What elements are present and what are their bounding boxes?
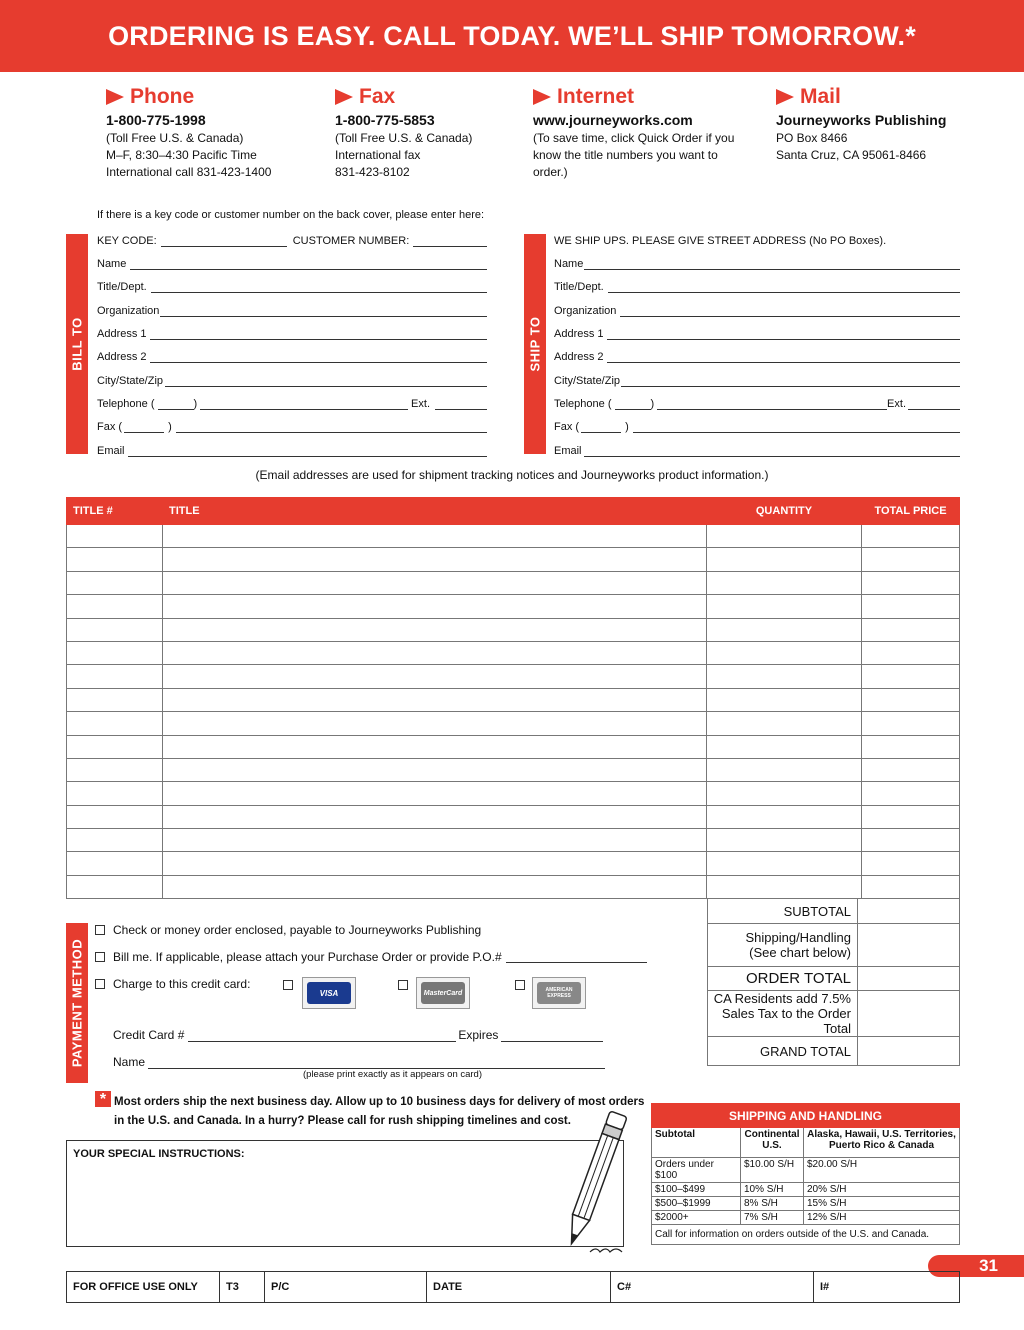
shipping-handling-table	[651, 1103, 960, 1245]
rate-continental: $10.00 S/H	[741, 1158, 804, 1183]
quantity-cell[interactable]	[707, 525, 862, 548]
total-price-cell[interactable]	[862, 852, 960, 875]
check-checkbox[interactable]	[95, 925, 105, 935]
title-number-cell[interactable]	[67, 525, 163, 548]
bill-fax-row: Fax ( )	[97, 417, 487, 433]
bill-address2-label: Address 2	[97, 351, 147, 363]
title-cell[interactable]	[163, 829, 707, 852]
bill-address2-input[interactable]	[150, 351, 487, 363]
ship-city-label: City/State/Zip	[554, 375, 621, 387]
card-name-note: (please print exactly as it appears on card)	[303, 1069, 483, 1080]
ship-phone-input[interactable]	[657, 398, 887, 410]
bill-address2-row	[97, 347, 487, 363]
quantity-cell[interactable]	[707, 805, 862, 828]
bill-phone-input[interactable]	[200, 398, 408, 410]
table-row	[67, 712, 960, 735]
po-number-input[interactable]	[506, 951, 647, 963]
shipping-note-line-2: in the U.S. and Canada. In a hurry? Please call for rush shipping timelines and cost.	[114, 1115, 571, 1127]
total-price-cell[interactable]	[862, 665, 960, 688]
contact-line: (Toll Free U.S. & Canada)	[335, 131, 473, 145]
contact-line: International fax	[335, 148, 421, 162]
quantity-cell[interactable]	[707, 618, 862, 641]
shipping-footer: Call for information on orders outside of the U.S. and Canada.	[652, 1225, 960, 1245]
quantity-cell[interactable]	[707, 735, 862, 758]
quantity-cell[interactable]	[707, 829, 862, 852]
expires-label: Expires	[458, 1028, 499, 1042]
rate-subtotal: $100–$499	[652, 1183, 741, 1197]
ship-address2-input[interactable]	[607, 351, 960, 363]
tax-label-2: Sales Tax to the Order Total	[721, 1006, 851, 1036]
title-cell[interactable]	[163, 618, 707, 641]
ship-name-input[interactable]	[584, 258, 960, 270]
quantity-cell[interactable]	[707, 782, 862, 805]
bill-address1-input[interactable]	[150, 328, 487, 340]
total-price-cell[interactable]	[862, 548, 960, 571]
title-number-cell[interactable]	[67, 641, 163, 664]
charge-option	[95, 977, 250, 991]
bill-org-row	[97, 301, 487, 317]
quantity-cell[interactable]	[707, 758, 862, 781]
phone-number[interactable]: 1-800-775-1998	[106, 112, 206, 128]
contact-line: (To save time, click Quick Order if you	[533, 131, 735, 145]
table-row	[67, 641, 960, 664]
total-price-cell[interactable]	[862, 712, 960, 735]
bill-fax-input[interactable]	[176, 421, 487, 433]
quantity-cell[interactable]	[707, 571, 862, 594]
ship-phone-row: Telephone ( ) Ext.	[554, 394, 960, 410]
rate-other: $20.00 S/H	[804, 1158, 960, 1183]
arrow-icon	[776, 89, 794, 105]
ship-address2-row	[554, 347, 960, 363]
keycode-note: If there is a key code or customer number on the back cover, please enter here:	[97, 209, 485, 221]
bill-me-option	[95, 950, 647, 964]
contact-line: know the title numbers you want to	[533, 148, 718, 162]
order-table	[66, 497, 960, 899]
bill-email-row	[97, 441, 487, 457]
title-number-cell[interactable]	[67, 782, 163, 805]
contact-head: Internet	[557, 85, 635, 108]
asterisk-icon: *	[95, 1091, 111, 1107]
header-total-price: TOTAL PRICE	[862, 498, 960, 525]
bill-city-input[interactable]	[165, 375, 487, 387]
table-row	[67, 758, 960, 781]
amex-logo: AMERICAN EXPRESS	[537, 982, 581, 1004]
title-cell[interactable]	[163, 525, 707, 548]
credit-card-row	[113, 1026, 603, 1042]
shipping-rate-row	[652, 1158, 960, 1183]
payment-method-tab	[66, 923, 88, 1083]
table-row	[67, 595, 960, 618]
title-cell[interactable]	[163, 875, 707, 898]
title-cell[interactable]	[163, 688, 707, 711]
bill-email-input[interactable]	[128, 445, 487, 457]
bill-to-tab	[66, 234, 88, 454]
total-price-cell[interactable]	[862, 688, 960, 711]
visa-card	[302, 977, 356, 1009]
bill-fax-area-input[interactable]	[124, 421, 164, 433]
total-price-cell[interactable]	[862, 571, 960, 594]
tax-input[interactable]	[858, 991, 960, 1037]
shipping-input[interactable]	[858, 924, 960, 967]
visa-logo: VISA	[307, 982, 351, 1004]
tax-label	[708, 991, 858, 1037]
bill-me-checkbox[interactable]	[95, 952, 105, 962]
contact-line: M–F, 8:30–4:30 Pacific Time	[106, 148, 257, 162]
bill-city-row	[97, 371, 487, 387]
title-number-cell[interactable]	[67, 595, 163, 618]
contact-head: Fax	[359, 85, 396, 108]
office-date: DATE	[427, 1272, 611, 1302]
ship-org-row	[554, 301, 960, 317]
total-price-cell[interactable]	[862, 829, 960, 852]
card-name-row	[113, 1053, 605, 1069]
contact-internet	[533, 84, 763, 181]
expires-input[interactable]	[501, 1030, 603, 1042]
title-cell[interactable]	[163, 852, 707, 875]
visa-checkbox[interactable]	[283, 980, 293, 990]
website-link[interactable]: www.journeyworks.com	[533, 112, 693, 128]
table-row	[67, 571, 960, 594]
title-cell[interactable]	[163, 758, 707, 781]
table-row	[67, 735, 960, 758]
order-total-input[interactable]	[858, 967, 960, 991]
office-i: I#	[820, 1281, 830, 1293]
ship-city-input[interactable]	[621, 375, 960, 387]
ship-email-row	[554, 441, 960, 457]
total-price-cell[interactable]	[862, 525, 960, 548]
check-option	[95, 923, 481, 937]
bill-name-row	[97, 254, 487, 270]
shipping-note-line-1: Most orders ship the next business day. Allow up to 10 business days for delivery of most orders	[114, 1096, 645, 1108]
title-cell[interactable]	[163, 712, 707, 735]
special-instructions-box[interactable]	[66, 1140, 624, 1247]
title-number-cell[interactable]	[67, 829, 163, 852]
title-cell[interactable]	[163, 782, 707, 805]
ship-ext-input[interactable]	[908, 398, 960, 410]
total-price-cell[interactable]	[862, 758, 960, 781]
quantity-cell[interactable]	[707, 688, 862, 711]
ship-ext-label: Ext.	[887, 398, 906, 410]
col-other: Alaska, Hawaii, U.S. Territories, Puerto Rico & Canada	[804, 1128, 960, 1158]
quantity-cell[interactable]	[707, 875, 862, 898]
mail-company: Journeyworks Publishing	[776, 112, 947, 128]
arrow-icon	[106, 89, 124, 105]
ship-address1-row	[554, 324, 960, 340]
table-row	[67, 805, 960, 828]
total-price-cell[interactable]	[862, 805, 960, 828]
ship-phone-label: Telephone (	[554, 398, 612, 410]
ship-fax-area-input[interactable]	[581, 421, 621, 433]
special-instructions-label: YOUR SPECIAL INSTRUCTIONS:	[73, 1148, 245, 1160]
ship-title-label: Title/Dept.	[554, 281, 604, 293]
total-price-cell[interactable]	[862, 641, 960, 664]
table-row	[67, 688, 960, 711]
office-t3: T3	[220, 1272, 265, 1302]
header-title-number: TITLE #	[67, 498, 163, 525]
bill-ext-input[interactable]	[435, 398, 487, 410]
key-code-row	[97, 231, 487, 247]
contact-line: Santa Cruz, CA 95061-8466	[776, 148, 927, 162]
totals-table	[707, 898, 960, 1066]
contact-line: PO Box 8466	[776, 131, 848, 145]
bill-title-row	[97, 277, 487, 293]
title-cell[interactable]	[163, 735, 707, 758]
payment-method-label: PAYMENT METHOD	[69, 938, 85, 1068]
contact-line: (Toll Free U.S. & Canada)	[106, 131, 244, 145]
quantity-cell[interactable]	[707, 712, 862, 735]
title-cell[interactable]	[163, 641, 707, 664]
mastercard-checkbox[interactable]	[398, 980, 408, 990]
ship-note	[554, 231, 960, 247]
customer-number-label: CUSTOMER NUMBER:	[292, 235, 410, 247]
bill-name-label: Name	[97, 258, 127, 270]
table-row	[67, 525, 960, 548]
bill-area-code-input[interactable]	[158, 398, 194, 410]
title-number-cell[interactable]	[67, 712, 163, 735]
subtotal-input[interactable]	[858, 899, 960, 924]
shipping-handling-title: SHIPPING AND HANDLING	[652, 1104, 960, 1128]
fax-number: 1-800-775-5853	[335, 112, 435, 128]
total-price-cell[interactable]	[862, 735, 960, 758]
table-row	[67, 875, 960, 898]
ship-address1-label: Address 1	[554, 328, 604, 340]
order-total-label: ORDER TOTAL	[708, 967, 858, 991]
total-price-cell[interactable]	[862, 782, 960, 805]
rate-other: 20% S/H	[804, 1183, 960, 1197]
tax-label-1: CA Residents add 7.5%	[713, 991, 851, 1006]
office-pc: P/C	[265, 1272, 427, 1302]
title-cell[interactable]	[163, 595, 707, 618]
bill-city-label: City/State/Zip	[97, 375, 164, 387]
ship-org-label: Organization	[554, 305, 617, 317]
ship-note-text: WE SHIP UPS. PLEASE GIVE STREET ADDRESS (No PO Boxes).	[554, 235, 887, 247]
title-number-cell[interactable]	[67, 805, 163, 828]
bill-org-label: Organization	[97, 305, 160, 317]
office-c: C#	[611, 1272, 814, 1302]
title-cell[interactable]	[163, 548, 707, 571]
table-row	[67, 548, 960, 571]
total-price-cell[interactable]	[862, 618, 960, 641]
title-number-cell[interactable]	[67, 875, 163, 898]
table-row	[67, 782, 960, 805]
table-row	[67, 852, 960, 875]
rate-subtotal: $500–$1999	[652, 1197, 741, 1211]
check-label: Check or money order enclosed, payable to Journeyworks Publishing	[113, 923, 482, 937]
amex-checkbox[interactable]	[515, 980, 525, 990]
contact-mail	[776, 84, 976, 164]
rate-continental: 7% S/H	[741, 1211, 804, 1225]
ship-title-input[interactable]	[608, 281, 960, 293]
subtotal-label: SUBTOTAL	[708, 899, 858, 924]
quantity-cell[interactable]	[707, 665, 862, 688]
title-cell[interactable]	[163, 805, 707, 828]
key-code-input[interactable]	[161, 235, 287, 247]
credit-card-label: Credit Card #	[113, 1028, 185, 1042]
customer-number-input[interactable]	[413, 235, 487, 247]
title-number-cell[interactable]	[67, 688, 163, 711]
bill-fax-label: Fax (	[97, 421, 123, 433]
mastercard-logo: MasterCard	[421, 982, 465, 1004]
contact-phone	[106, 84, 326, 181]
ship-name-label: Name	[554, 258, 584, 270]
title-number-cell[interactable]	[67, 665, 163, 688]
shipping-label-2: (See chart below)	[749, 945, 851, 960]
shipping-rate-row	[652, 1211, 960, 1225]
ship-fax-input[interactable]	[633, 421, 960, 433]
office-use-bar	[66, 1271, 960, 1303]
card-name-input[interactable]	[148, 1057, 605, 1069]
contact-line: 831-423-8102	[335, 165, 410, 179]
header-title: TITLE	[163, 498, 707, 525]
page-number: 31	[928, 1255, 1024, 1277]
bill-to-label: BILL TO	[69, 317, 85, 371]
rate-continental: 8% S/H	[741, 1197, 804, 1211]
contact-fax	[335, 84, 525, 181]
table-row	[67, 618, 960, 641]
shipping-rate-row	[652, 1183, 960, 1197]
col-continental: Continental U.S.	[741, 1128, 804, 1158]
mastercard-card	[416, 977, 470, 1009]
amex-card	[532, 977, 586, 1009]
col-subtotal: Subtotal	[652, 1128, 741, 1158]
bill-phone-label: Telephone (	[97, 398, 155, 410]
shipping-label	[708, 924, 858, 967]
title-number-cell[interactable]	[67, 735, 163, 758]
charge-label: Charge to this credit card:	[113, 977, 251, 991]
office-label: FOR OFFICE USE ONLY	[67, 1272, 220, 1302]
bill-phone-row: Telephone ( ) Ext.	[97, 394, 487, 410]
rate-continental: 10% S/H	[741, 1183, 804, 1197]
ship-city-row	[554, 371, 960, 387]
rate-subtotal: $2000+	[652, 1211, 741, 1225]
quantity-cell[interactable]	[707, 641, 862, 664]
card-name-label: Name	[113, 1055, 146, 1069]
contact-head: Phone	[130, 85, 195, 108]
total-price-cell[interactable]	[862, 875, 960, 898]
table-row	[67, 665, 960, 688]
rate-other: 15% S/H	[804, 1197, 960, 1211]
ship-address1-input[interactable]	[607, 328, 960, 340]
ship-name-row	[554, 254, 960, 270]
bill-ext-label: Ext.	[411, 398, 430, 410]
ship-to-label: SHIP TO	[527, 316, 543, 372]
title-number-cell[interactable]	[67, 548, 163, 571]
contact-head: Mail	[800, 85, 841, 108]
bill-title-input[interactable]	[151, 281, 487, 293]
credit-card-input[interactable]	[188, 1030, 456, 1042]
quantity-cell[interactable]	[707, 595, 862, 618]
grand-total-input[interactable]	[858, 1037, 960, 1066]
title-number-cell[interactable]	[67, 571, 163, 594]
bill-me-label: Bill me. If applicable, please attach your Purchase Order or provide P.O.#	[113, 950, 502, 964]
ship-email-label: Email	[554, 445, 582, 457]
title-cell[interactable]	[163, 571, 707, 594]
ship-title-row	[554, 277, 960, 293]
shipping-rate-row	[652, 1197, 960, 1211]
ship-address2-label: Address 2	[554, 351, 604, 363]
contact-line: order.)	[533, 165, 568, 179]
quantity-cell[interactable]	[707, 548, 862, 571]
ship-email-input[interactable]	[584, 445, 960, 457]
ship-area-code-input[interactable]	[615, 398, 651, 410]
ship-org-input[interactable]	[620, 305, 960, 317]
pencil-icon	[560, 1104, 630, 1260]
banner: ORDERING IS EASY. CALL TODAY. WE’LL SHIP TOMORROW.*	[0, 0, 1024, 72]
bill-title-label: Title/Dept.	[97, 281, 147, 293]
bill-org-input[interactable]	[160, 305, 487, 317]
email-note: (Email addresses are used for shipment tracking notices and Journeyworks product information.)	[255, 468, 769, 482]
arrow-icon	[533, 89, 551, 105]
key-code-label: KEY CODE:	[97, 235, 157, 247]
ship-to-tab	[524, 234, 546, 454]
quantity-cell[interactable]	[707, 852, 862, 875]
title-number-cell[interactable]	[67, 852, 163, 875]
table-row	[67, 829, 960, 852]
grand-total-label: GRAND TOTAL	[708, 1037, 858, 1066]
contact-line: International call 831-423-1400	[106, 165, 272, 179]
bill-name-input[interactable]	[130, 258, 487, 270]
rate-other: 12% S/H	[804, 1211, 960, 1225]
title-cell[interactable]	[163, 665, 707, 688]
bill-address1-label: Address 1	[97, 328, 147, 340]
ship-fax-label: Fax (	[554, 421, 580, 433]
shipping-label-1: Shipping/Handling	[745, 930, 851, 945]
title-number-cell[interactable]	[67, 758, 163, 781]
rate-subtotal: Orders under $100	[652, 1158, 741, 1183]
header-quantity: QUANTITY	[707, 498, 862, 525]
title-number-cell[interactable]	[67, 618, 163, 641]
charge-checkbox[interactable]	[95, 979, 105, 989]
total-price-cell[interactable]	[862, 595, 960, 618]
arrow-icon	[335, 89, 353, 105]
bill-address1-row	[97, 324, 487, 340]
bill-email-label: Email	[97, 445, 125, 457]
ship-fax-row: Fax ( )	[554, 417, 960, 433]
